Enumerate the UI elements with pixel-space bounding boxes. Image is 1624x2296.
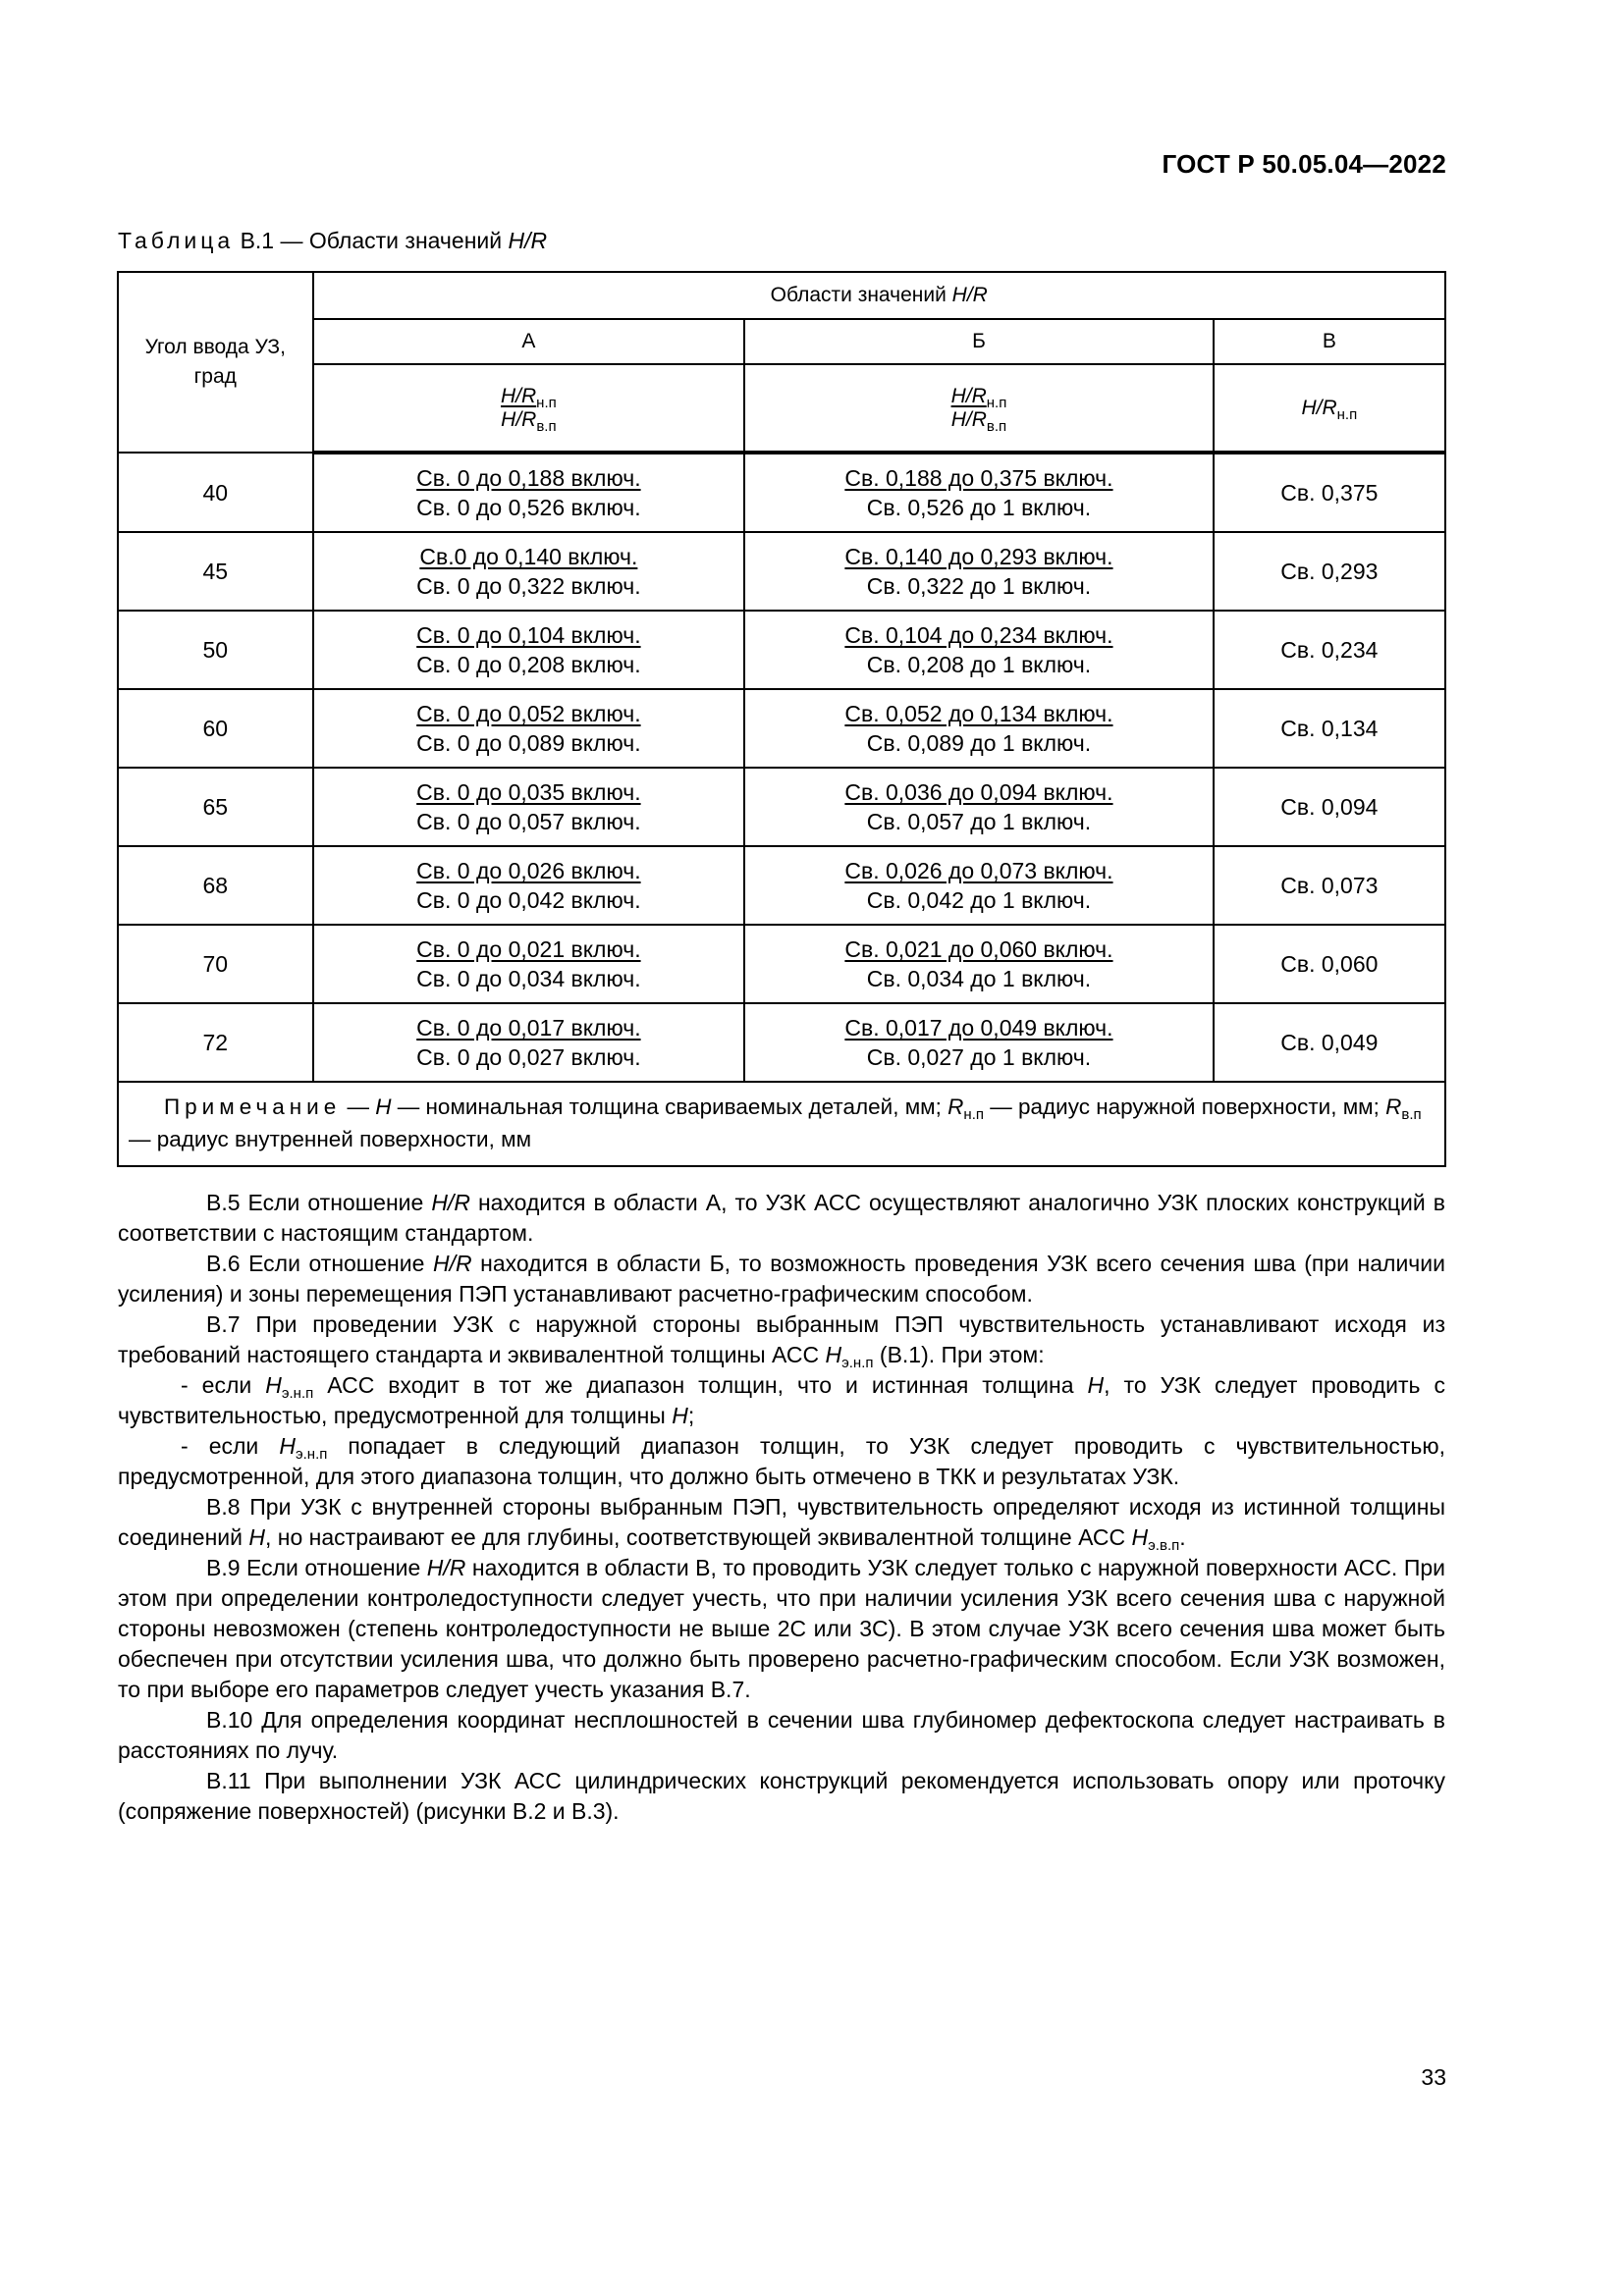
region-a-line2: Св. 0 до 0,027 включ. bbox=[416, 1044, 641, 1070]
region-b-line2: Св. 0,027 до 1 включ. bbox=[866, 1044, 1092, 1070]
note-title: Примечание bbox=[164, 1095, 342, 1119]
note-part1: — bbox=[341, 1095, 376, 1119]
region-b-line2: Св. 0,089 до 1 включ. bbox=[866, 730, 1092, 756]
region-c-cell: Св. 0,060 bbox=[1214, 925, 1445, 1003]
region-a-cell bbox=[313, 453, 745, 532]
note-row bbox=[118, 1082, 1445, 1166]
formula-c-sub: н.п bbox=[1336, 405, 1358, 423]
caption-text: — Области значений bbox=[274, 228, 509, 253]
region-b-line2: Св. 0,208 до 1 включ. bbox=[866, 652, 1092, 677]
region-c-cell: Св. 0,293 bbox=[1214, 532, 1445, 611]
page-number: 33 bbox=[1421, 2064, 1446, 2090]
formula-row bbox=[118, 364, 1445, 453]
note-cell bbox=[118, 1082, 1445, 1166]
region-b-line1: Св. 0,052 до 0,134 включ. bbox=[844, 701, 1113, 726]
group-label-text: Области значений bbox=[770, 284, 952, 306]
note-part4: — радиус внутренней поверхности, мм bbox=[129, 1127, 532, 1151]
region-a-line2: Св. 0 до 0,208 включ. bbox=[416, 652, 641, 677]
note-R2: R bbox=[1385, 1095, 1402, 1119]
region-b-line1: Св. 0,104 до 0,234 включ. bbox=[844, 622, 1113, 648]
region-a-line2: Св. 0 до 0,034 включ. bbox=[416, 966, 641, 991]
angle-cell: 50 bbox=[118, 611, 313, 689]
para-b5: В.5 Если отношение H/R находится в области А, то УЗК АСС осуществляют аналогично УЗК плоских конструкций в соответствии с настоящим стандартом. bbox=[118, 1190, 1445, 1246]
region-c-cell: Св. 0,049 bbox=[1214, 1003, 1445, 1082]
region-a-cell bbox=[313, 611, 745, 689]
angle-cell: 40 bbox=[118, 453, 313, 532]
para-b10: В.10 Для определения координат несплошностей в сечении шва глубиномер дефектоскопа следует настраивать в расстояниях по лучу. bbox=[118, 1707, 1445, 1763]
region-b-cell bbox=[744, 925, 1213, 1003]
region-b-cell bbox=[744, 846, 1213, 925]
note-H: H bbox=[375, 1095, 392, 1119]
table-row bbox=[118, 1003, 1445, 1082]
note-R1: R bbox=[947, 1095, 964, 1119]
caption-var: H/R bbox=[508, 228, 548, 253]
region-c-cell: Св. 0,134 bbox=[1214, 689, 1445, 768]
region-b-line2: Св. 0,322 до 1 включ. bbox=[866, 573, 1092, 599]
angle-cell: 70 bbox=[118, 925, 313, 1003]
region-label-a: А bbox=[313, 319, 745, 364]
region-a-line1: Св.0 до 0,140 включ. bbox=[419, 544, 638, 569]
body-text bbox=[118, 1188, 1445, 1827]
region-a-line2: Св. 0 до 0,057 включ. bbox=[416, 809, 641, 834]
region-c-cell: Св. 0,234 bbox=[1214, 611, 1445, 689]
region-a-cell bbox=[313, 846, 745, 925]
region-b-line2: Св. 0,057 до 1 включ. bbox=[866, 809, 1092, 834]
formula-a bbox=[313, 364, 745, 453]
note-R2-sub: в.п bbox=[1401, 1106, 1422, 1123]
region-label-row bbox=[118, 319, 1445, 364]
region-b-cell bbox=[744, 453, 1213, 532]
table-caption bbox=[118, 228, 547, 254]
region-a-line1: Св. 0 до 0,188 включ. bbox=[416, 465, 641, 491]
para-b7: В.7 При проведении УЗК с наружной стороны выбранным ПЭП чувствительность устанавливают исходя из требований настоящего стандарта и эквивалентной толщины АСС $H_{э.н.п}$ (В.1). При этом: bbox=[118, 1311, 1445, 1371]
note-R1-sub: н.п bbox=[963, 1106, 984, 1123]
note-part3: — радиус наружной поверхности, мм; bbox=[983, 1095, 1386, 1119]
region-a-cell bbox=[313, 1003, 745, 1082]
region-b-line1: Св. 0,021 до 0,060 включ. bbox=[844, 936, 1113, 962]
region-b-line2: Св. 0,526 до 1 включ. bbox=[866, 495, 1092, 520]
region-c-cell: Св. 0,094 bbox=[1214, 768, 1445, 846]
formula-a-bottom: H/R bbox=[501, 407, 537, 431]
angle-cell: 60 bbox=[118, 689, 313, 768]
region-a-line1: Св. 0 до 0,052 включ. bbox=[416, 701, 641, 726]
para-b8: В.8 При УЗК с внутренней стороны выбранным ПЭП, чувствительность определяют исходя из истинной толщины соединений H, но настраивают ее для глубины, соответствующей эквивалентной толщине АСС $H_{э.в.п}$. bbox=[118, 1494, 1445, 1554]
group-label bbox=[313, 272, 1445, 319]
region-a-line1: Св. 0 до 0,026 включ. bbox=[416, 858, 641, 883]
region-b-cell bbox=[744, 689, 1213, 768]
table-row bbox=[118, 925, 1445, 1003]
region-b-line2: Св. 0,034 до 1 включ. bbox=[866, 966, 1092, 991]
caption-word: Таблица bbox=[118, 228, 235, 253]
region-a-cell bbox=[313, 689, 745, 768]
region-b-cell bbox=[744, 532, 1213, 611]
region-a-cell bbox=[313, 768, 745, 846]
region-a-line2: Св. 0 до 0,526 включ. bbox=[416, 495, 641, 520]
note-part2: — номинальная толщина свариваемых деталей, мм; bbox=[391, 1095, 948, 1119]
table-row bbox=[118, 532, 1445, 611]
region-a-cell bbox=[313, 532, 745, 611]
formula-a-bottom-sub: в.п bbox=[536, 417, 557, 435]
formula-c bbox=[1214, 364, 1445, 453]
group-label-var: H/R bbox=[951, 284, 988, 306]
table-row bbox=[118, 768, 1445, 846]
region-b-line1: Св. 0,026 до 0,073 включ. bbox=[844, 858, 1113, 883]
angle-cell: 68 bbox=[118, 846, 313, 925]
formula-b-bottom-sub: в.п bbox=[986, 417, 1007, 435]
para-b11: В.11 При выполнении УЗК АСС цилиндрических конструкций рекомендуется использовать опору или проточку (сопряжение поверхностей) (рисунки В.2 и В.3). bbox=[118, 1768, 1445, 1824]
angle-cell: 65 bbox=[118, 768, 313, 846]
formula-b-top-sub: н.п bbox=[986, 394, 1007, 411]
formula-a-top: H/R bbox=[501, 384, 537, 407]
region-a-line1: Св. 0 до 0,104 включ. bbox=[416, 622, 641, 648]
formula-b bbox=[744, 364, 1213, 453]
region-a-line2: Св. 0 до 0,089 включ. bbox=[416, 730, 641, 756]
region-b-line1: Св. 0,140 до 0,293 включ. bbox=[844, 544, 1113, 569]
table-row bbox=[118, 846, 1445, 925]
region-b-line1: Св. 0,036 до 0,094 включ. bbox=[844, 779, 1113, 805]
para-b9: В.9 Если отношение H/R находится в области В, то проводить УЗК следует только с наружной поверхности АСС. При этом при определении контроледоступности следует учесть, что при наличии усиления УЗК всего сечения шва с наружной стороны невозможен (степень контроледоступности не выше 2С или 3С). В этом случае УЗК всего сечения шва может быть обеспечен при отсутствии усиления шва, что должно быть проверено расчетно-графическим способом. Если УЗК возможен, то при выборе его параметров следует учесть указания В.7. bbox=[118, 1555, 1445, 1702]
standard-code: ГОСТ Р 50.05.04—2022 bbox=[1162, 149, 1446, 179]
formula-c-text: H/R bbox=[1301, 396, 1337, 419]
table-row bbox=[118, 453, 1445, 532]
para-b7-item1: - если $H_{э.н.п}$ АСС входит в тот же диапазон толщин, что и истинная толщина H, то УЗК следует проводить с чувствительностью, предусмотренной для толщины H; bbox=[118, 1372, 1445, 1428]
para-b6: В.6 Если отношение H/R находится в области Б, то возможность проведения УЗК всего сечения шва (при наличии усиления) и зоны перемещения ПЭП устанавливают расчетно-графическим способом. bbox=[118, 1251, 1445, 1307]
region-a-line2: Св. 0 до 0,042 включ. bbox=[416, 887, 641, 913]
corner-label: Угол ввода УЗ, град bbox=[118, 272, 313, 453]
formula-b-top: H/R bbox=[950, 384, 987, 407]
region-c-cell: Св. 0,073 bbox=[1214, 846, 1445, 925]
region-label-b: Б bbox=[744, 319, 1213, 364]
region-a-cell bbox=[313, 925, 745, 1003]
region-b-line1: Св. 0,188 до 0,375 включ. bbox=[844, 465, 1113, 491]
region-b-line2: Св. 0,042 до 1 включ. bbox=[866, 887, 1092, 913]
region-b-cell bbox=[744, 768, 1213, 846]
caption-number: В.1 bbox=[240, 228, 275, 253]
table-header-row bbox=[118, 272, 1445, 319]
hr-table bbox=[117, 271, 1446, 1167]
formula-a-top-sub: н.п bbox=[536, 394, 557, 411]
region-a-line1: Св. 0 до 0,017 включ. bbox=[416, 1015, 641, 1041]
formula-b-bottom: H/R bbox=[950, 407, 987, 431]
region-label-c: В bbox=[1214, 319, 1445, 364]
angle-cell: 72 bbox=[118, 1003, 313, 1082]
region-a-line2: Св. 0 до 0,322 включ. bbox=[416, 573, 641, 599]
angle-cell: 45 bbox=[118, 532, 313, 611]
region-b-line1: Св. 0,017 до 0,049 включ. bbox=[844, 1015, 1113, 1041]
region-a-line1: Св. 0 до 0,021 включ. bbox=[416, 936, 641, 962]
region-c-cell: Св. 0,375 bbox=[1214, 453, 1445, 532]
region-b-cell bbox=[744, 611, 1213, 689]
para-b7-item2: - если $H_{э.н.п}$ попадает в следующий диапазон толщин, то УЗК следует проводить с чувствительностью, предусмотренной, для этого диапазона толщин, что должно быть отмечено в ТКК и результатах УЗК. bbox=[118, 1433, 1446, 1489]
table-row bbox=[118, 689, 1445, 768]
region-a-line1: Св. 0 до 0,035 включ. bbox=[416, 779, 641, 805]
region-b-cell bbox=[744, 1003, 1213, 1082]
table-row bbox=[118, 611, 1445, 689]
